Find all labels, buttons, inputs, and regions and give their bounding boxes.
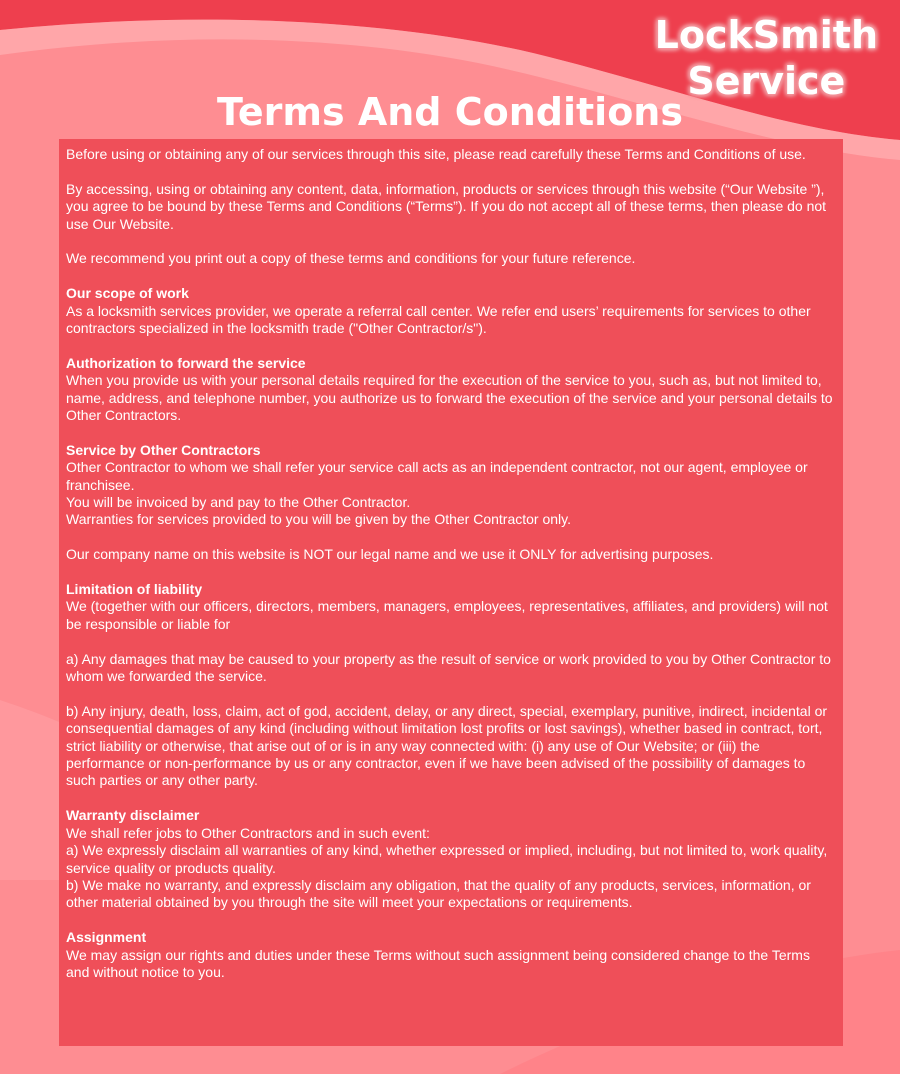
section-heading-assignment: Assignment [66, 929, 147, 946]
logo-line-2: Service [687, 59, 846, 103]
intro-paragraph: Before using or obtaining any of our services through this site, please read carefully these Terms and Conditions of use. [66, 146, 806, 162]
section-text-contractors [66, 459, 836, 529]
contractors-line: Other Contractor to whom we shall refer your service call acts as an independent contractor, not our agent, employee or franchisee. [66, 459, 808, 493]
contractors-line: Warranties for services provided to you will be given by the Other Contractor only. [66, 511, 571, 528]
warranty-line: b) We make no warranty, and expressly disclaim any obligation, that the quality of any products, services, information, or other material obtained by you through the site will meet your expectations or requirements. [66, 876, 811, 911]
section-heading-liability: Limitation of liability [66, 581, 203, 598]
section-heading-contractors: Service by Other Contractors [66, 441, 261, 458]
section-heading-scope: Our scope of work [66, 285, 189, 302]
logo-line-1: LockSmith [654, 13, 878, 57]
section-text-scope: As a locksmith services provider, we operate a referral call center. We refer end users’ requirements for services to other contractors specialized in the locksmith trade ("Other Contractor/s"). [66, 302, 811, 337]
intro-paragraph: We recommend you print out a copy of these terms and conditions for your future reference. [66, 250, 636, 267]
section-text-authorization: When you provide us with your personal details required for the execution of the service to you, such as, but not limited to, name, address, and telephone number, you authorize us to forward the execution of the service and your personal details to Other Contractors. [66, 372, 833, 424]
intro-paragraph: By accessing, using or obtaining any content, data, information, products or services through this website (“Our Website ”), you agree to be bound by these Terms and Conditions (“Terms”). If you do not accept all of these terms, then please do not use Our Website. [66, 180, 827, 232]
section-heading-warranty: Warranty disclaimer [66, 807, 200, 824]
terms-content [59, 139, 843, 1046]
warranty-line: a) We expressly disclaim all warranties of any kind, whether expressed or implied, including, but not limited to, work quality, service quality or products quality. [66, 842, 828, 876]
contractors-line: You will be invoiced by and pay to the Other Contractor. [66, 494, 411, 511]
section-text-liability: We (together with our officers, directors, members, managers, employees, representatives, affiliates, and providers) will not be responsible or liable for [66, 598, 828, 632]
section-text-warranty [66, 825, 836, 912]
section-text-assignment: We may assign our rights and duties under these Terms without such assignment being considered change to the Terms and without notice to you. [66, 946, 810, 980]
company-name-note: Our company name on this website is NOT our legal name and we use it ONLY for advertising purposes. [66, 546, 714, 563]
warranty-line: We shall refer jobs to Other Contractors and in such event: [66, 824, 430, 841]
section-heading-authorization: Authorization to forward the service [66, 354, 306, 371]
page-title: Terms And Conditions [217, 90, 683, 134]
liability-item-b: b) Any injury, death, loss, claim, act of god, accident, delay, or any direct, special, exemplary, punitive, indirect, incidental or consequential damages of any kind (including without limitation lost profits or lost savings), whether based in contract, tort, strict liability or otherwise, that arise out of or is in any way connected with: (i) any use of Our Website; or (iii) the performance or non-performance by us or any contractor, even if we have been advised of the possibility of damages to such parties or any other party. [66, 702, 828, 789]
liability-item-a: a) Any damages that may be caused to your property as the result of service or work provided to you by Other Contractor to whom we forwarded the service. [66, 650, 831, 685]
